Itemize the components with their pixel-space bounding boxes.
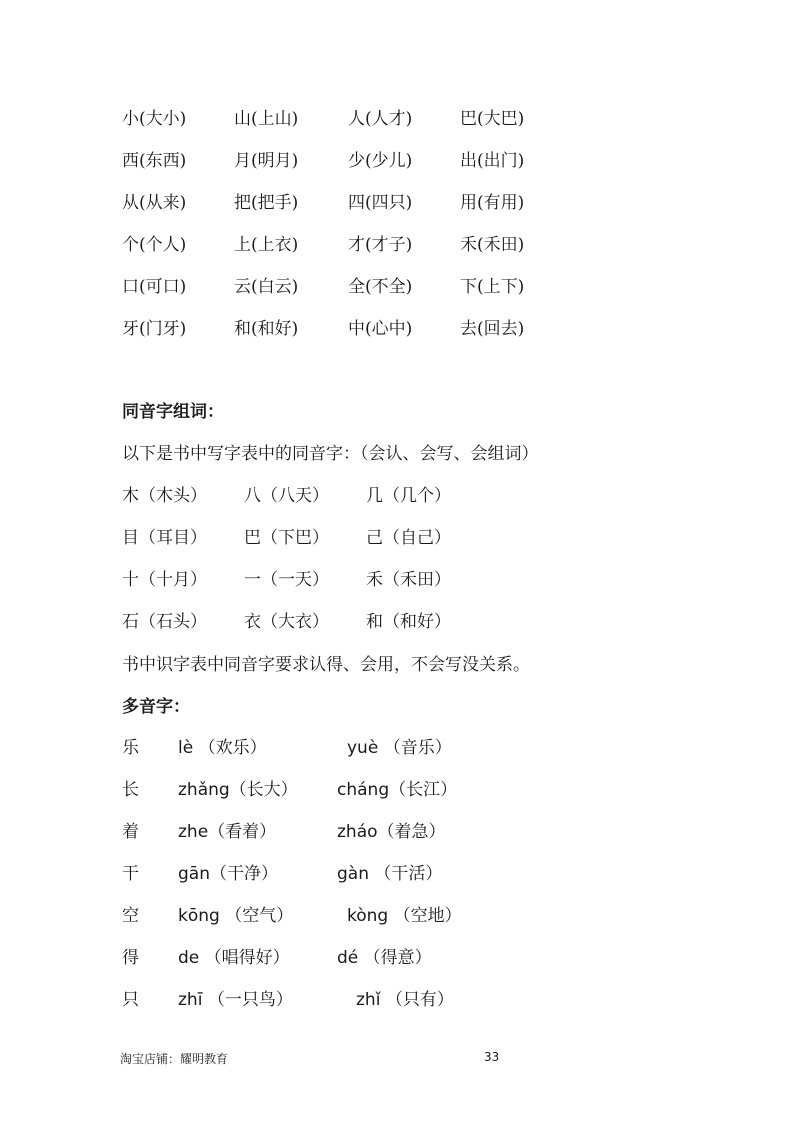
table-row (0, 775, 458, 805)
word-cell: 巴(大巴) (460, 109, 525, 129)
homophone-cell: 一（一天） (244, 570, 329, 590)
polyphone-char: 干 (122, 864, 139, 884)
polyphone-char: 只 (122, 990, 139, 1010)
table-row (0, 314, 525, 344)
page-number: 33 (484, 1050, 500, 1064)
polyphone-reading-b: yuè （音乐） (347, 738, 452, 758)
polyphone-reading-a: lè （欢乐） (178, 738, 267, 758)
homophone-cell: 木（木头） (122, 486, 207, 506)
table-row (0, 523, 451, 553)
word-cell: 去(回去) (460, 319, 525, 339)
table-row (0, 104, 525, 134)
word-cell: 口(可口) (122, 277, 187, 297)
homophone-cell: 几（几个） (366, 486, 451, 506)
table-row (0, 985, 454, 1015)
word-cell: 西(东西) (122, 151, 187, 171)
table-row (0, 733, 452, 763)
homophone-cell: 己（自己） (366, 528, 451, 548)
polyphone-char: 空 (122, 906, 139, 926)
table-row (0, 146, 525, 176)
homophone-cell: 衣（大衣） (244, 612, 329, 632)
word-cell: 和(和好) (234, 319, 299, 339)
polyphone-reading-a: kōng （空气） (178, 906, 294, 926)
table-row (0, 272, 525, 302)
polyphone-reading-a: zhǎng（长大） (178, 780, 298, 800)
polyphone-reading-b: zháo（着急） (337, 822, 446, 842)
word-cell: 牙(门牙) (122, 319, 187, 339)
word-cell: 云(白云) (234, 277, 299, 297)
word-cell: 才(才子) (348, 235, 413, 255)
word-cell: 从(从来) (122, 193, 187, 213)
table-row (0, 230, 525, 260)
polyphone-reading-b: kòng （空地） (347, 906, 462, 926)
word-cell: 山(上山) (234, 109, 299, 129)
word-cell: 出(出门) (460, 151, 525, 171)
word-cell: 全(不全) (348, 277, 413, 297)
homophone-cell: 禾（禾田） (366, 570, 451, 590)
polyphone-reading-b: gàn （干活） (337, 864, 443, 884)
word-cell: 人(人才) (348, 109, 413, 129)
polyphone-char: 着 (122, 822, 139, 842)
table-row (0, 481, 451, 511)
polyphone-reading-a: gān（干净） (178, 864, 278, 884)
word-cell: 少(少儿) (348, 151, 413, 171)
table-row (0, 817, 446, 847)
table-row (0, 607, 451, 637)
homophone-cell: 目（耳目） (122, 528, 207, 548)
table-row (0, 859, 443, 889)
homophone-cell: 十（十月） (122, 570, 207, 590)
homophone-cell: 巴（下巴） (244, 528, 329, 548)
word-cell: 禾(禾田) (460, 235, 525, 255)
word-cell: 个(个人) (122, 235, 187, 255)
word-cell: 小(大小) (122, 109, 187, 129)
word-cell: 把(把手) (234, 193, 299, 213)
polyphone-reading-b: cháng（长江） (337, 780, 458, 800)
word-cell: 用(有用) (460, 193, 525, 213)
table-row (0, 943, 432, 973)
homophone-cell: 八（八天） (244, 486, 329, 506)
table-row (0, 901, 462, 931)
polyphone-heading: 多音字： (122, 697, 190, 717)
homophone-cell: 石（石头） (122, 612, 207, 632)
word-cell: 下(上下) (460, 277, 525, 297)
polyphone-char: 得 (122, 948, 139, 968)
table-row (0, 565, 451, 595)
homophone-note: 书中识字表中同音字要求认得、会用，不会写没关系。 (122, 655, 530, 675)
homophone-intro: 以下是书中写字表中的同音字：（会认、会写、会组词） (122, 444, 539, 464)
footer-shop-name: 淘宝店铺：耀明教育 (120, 1052, 229, 1066)
word-cell: 四(四只) (348, 193, 413, 213)
polyphone-char: 乐 (122, 738, 139, 758)
word-cell: 月(明月) (234, 151, 299, 171)
polyphone-char: 长 (122, 780, 139, 800)
word-cell: 中(心中) (348, 319, 413, 339)
polyphone-reading-a: de （唱得好） (178, 948, 290, 968)
homophone-heading: 同音字组词： (122, 402, 224, 422)
homophone-cell: 和（和好） (366, 612, 451, 632)
polyphone-reading-b: zhǐ （只有） (356, 990, 454, 1010)
table-row (0, 188, 525, 218)
word-cell: 上(上衣) (234, 235, 299, 255)
polyphone-reading-b: dé （得意） (337, 948, 432, 968)
polyphone-reading-a: zhī （一只鸟） (178, 990, 293, 1010)
polyphone-reading-a: zhe（看着） (178, 822, 277, 842)
